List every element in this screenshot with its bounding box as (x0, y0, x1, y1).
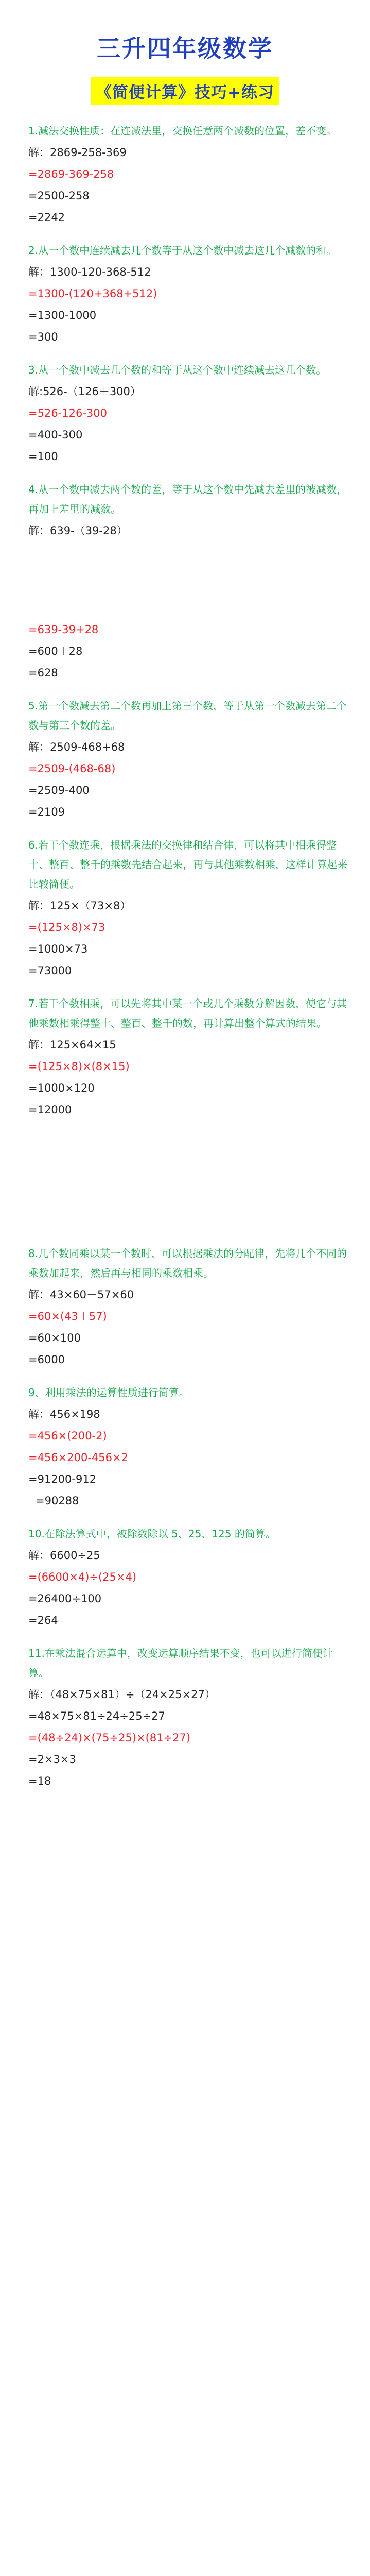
solution-step: =628 (28, 667, 58, 679)
blank-space (28, 541, 353, 619)
subtitle-wrap (0, 77, 370, 105)
solution-step: =48×75×81÷24÷25÷27 (28, 1710, 165, 1722)
section-heading: 4.从一个数中减去两个数的差，等于从这个数中先减去差里的被减数，再加上差里的减数。 (28, 483, 347, 515)
section-3 (28, 360, 353, 467)
solution-step: =100 (28, 450, 58, 463)
solution-step: 解：639-（39-28） (28, 524, 128, 537)
solution-step-highlighted: =456×200-456×2 (28, 1451, 128, 1464)
solution-step: 解：2509-468+68 (28, 741, 125, 753)
section-heading: 10.在除法算式中，被除数除以 5、25、125 的简算。 (28, 1528, 276, 1540)
solution-step-highlighted: =(125×8)×73 (28, 921, 105, 934)
section-5 (28, 696, 353, 823)
solution-step: 解：1300-120-368-512 (28, 266, 151, 278)
solution-step: =2109 (28, 806, 65, 818)
solution-step: =60×100 (28, 1332, 81, 1344)
solution-step: =300 (28, 331, 58, 343)
solution-step: =73000 (28, 964, 72, 977)
solution-step-highlighted: =60×(43＋57) (28, 1310, 107, 1323)
solution-step: =600＋28 (28, 645, 83, 657)
solution-step: 解：125×64×15 (28, 1039, 116, 1051)
solution-step: =2500-258 (28, 190, 90, 202)
solution-step-highlighted: =(6600×4)÷(25×4) (28, 1571, 137, 1583)
section-heading: 11.在乘法混合运算中，改变运算顺序结果不变，也可以进行简便计算。 (28, 1647, 333, 1679)
section-heading: 2.从一个数中连续减去几个数等于从这个数中减去这几个减数的和。 (28, 244, 337, 257)
page-title: 三升四年级数学 (97, 35, 273, 62)
solution-step: =264 (28, 1614, 58, 1626)
section-heading: 8.几个数同乘以某一个数时，可以根据乘法的分配律，先将几个不同的乘数加起来，然后再与相同的乘数相乘。 (28, 1247, 347, 1279)
solution-step: =1300-1000 (28, 309, 97, 321)
solution-step: 解：6600÷25 (28, 1549, 100, 1562)
solution-step: 解：43×60＋57×60 (28, 1289, 134, 1301)
solution-step: =1000×73 (28, 943, 88, 955)
section-heading: 5.第一个数减去第二个数再加上第三个数，等于从第一个数减去第二个数与第三个数的差。 (28, 700, 347, 732)
solution-step-highlighted: =(125×8)×(8×15) (28, 1060, 130, 1073)
solution-step: =12000 (28, 1104, 72, 1116)
section-heading: 7.若干个数相乘，可以先将其中某一个或几个乘数分解因数，使它与其他乘数相乘得整十、整百、整千的数，再计算出整个算式的结果。 (28, 997, 347, 1029)
solution-step-highlighted: =1300-(120+368+512) (28, 287, 157, 300)
solution-step: =400-300 (28, 429, 83, 441)
solution-step: 解：2869-258-369 (28, 146, 127, 159)
blank-space (28, 1121, 353, 1231)
solution-step-highlighted: =2509-(468-68) (28, 762, 116, 775)
section-4 (28, 480, 353, 684)
solution-step-highlighted: =(48÷24)×(75÷25)×(81÷27) (28, 1732, 191, 1744)
section-7 (28, 994, 353, 1231)
solution-step: 解：125×（73×8） (28, 900, 131, 912)
section-6 (28, 835, 353, 981)
section-heading: 9、利用乘法的运算性质进行简算。 (28, 1386, 189, 1399)
solution-step-highlighted: =639-39+28 (28, 623, 99, 636)
section-heading: 6.若干个数连乘，根据乘法的交换律和结合律，可以将其中相乘得整十、整百、整千的乘数先结合起来，再与其他乘数相乘，这样计算起来比较简便。 (28, 839, 347, 890)
solution-step: =18 (28, 1775, 51, 1787)
solution-step: =90288 (36, 1495, 79, 1507)
section-8 (28, 1244, 353, 1370)
section-9 (28, 1383, 353, 1512)
solution-step: 解：（48×75×81）÷（24×25×27） (28, 1688, 216, 1701)
solution-step: =26400÷100 (28, 1592, 102, 1605)
solution-step: =1000×120 (28, 1082, 95, 1094)
section-11 (28, 1643, 353, 1792)
solution-step-highlighted: =2869-369-258 (28, 168, 114, 180)
solution-step: =91200-912 (28, 1473, 97, 1485)
solution-step: =2242 (28, 211, 65, 224)
solution-step-highlighted: =456×(200-2) (28, 1430, 107, 1442)
section-1 (28, 121, 353, 228)
section-10 (28, 1524, 353, 1631)
solution-step: =2509-400 (28, 784, 90, 796)
solution-step: =2×3×3 (28, 1753, 76, 1766)
solution-step: 解：456×198 (28, 1408, 100, 1420)
solution-step: 解:526-（126＋300） (28, 385, 141, 398)
page-subtitle: 《简便计算》技巧+练习 (91, 77, 279, 105)
solution-step: =6000 (28, 1353, 65, 1366)
section-heading: 1.减法交换性质：在连减法里，交换任意两个减数的位置，差不变。 (28, 125, 337, 137)
section-2 (28, 241, 353, 348)
content (28, 121, 353, 1804)
section-heading: 3.从一个数中减去几个数的和等于从这个数中连续减去这几个数。 (28, 364, 327, 376)
solution-step-highlighted: =526-126-300 (28, 407, 107, 419)
